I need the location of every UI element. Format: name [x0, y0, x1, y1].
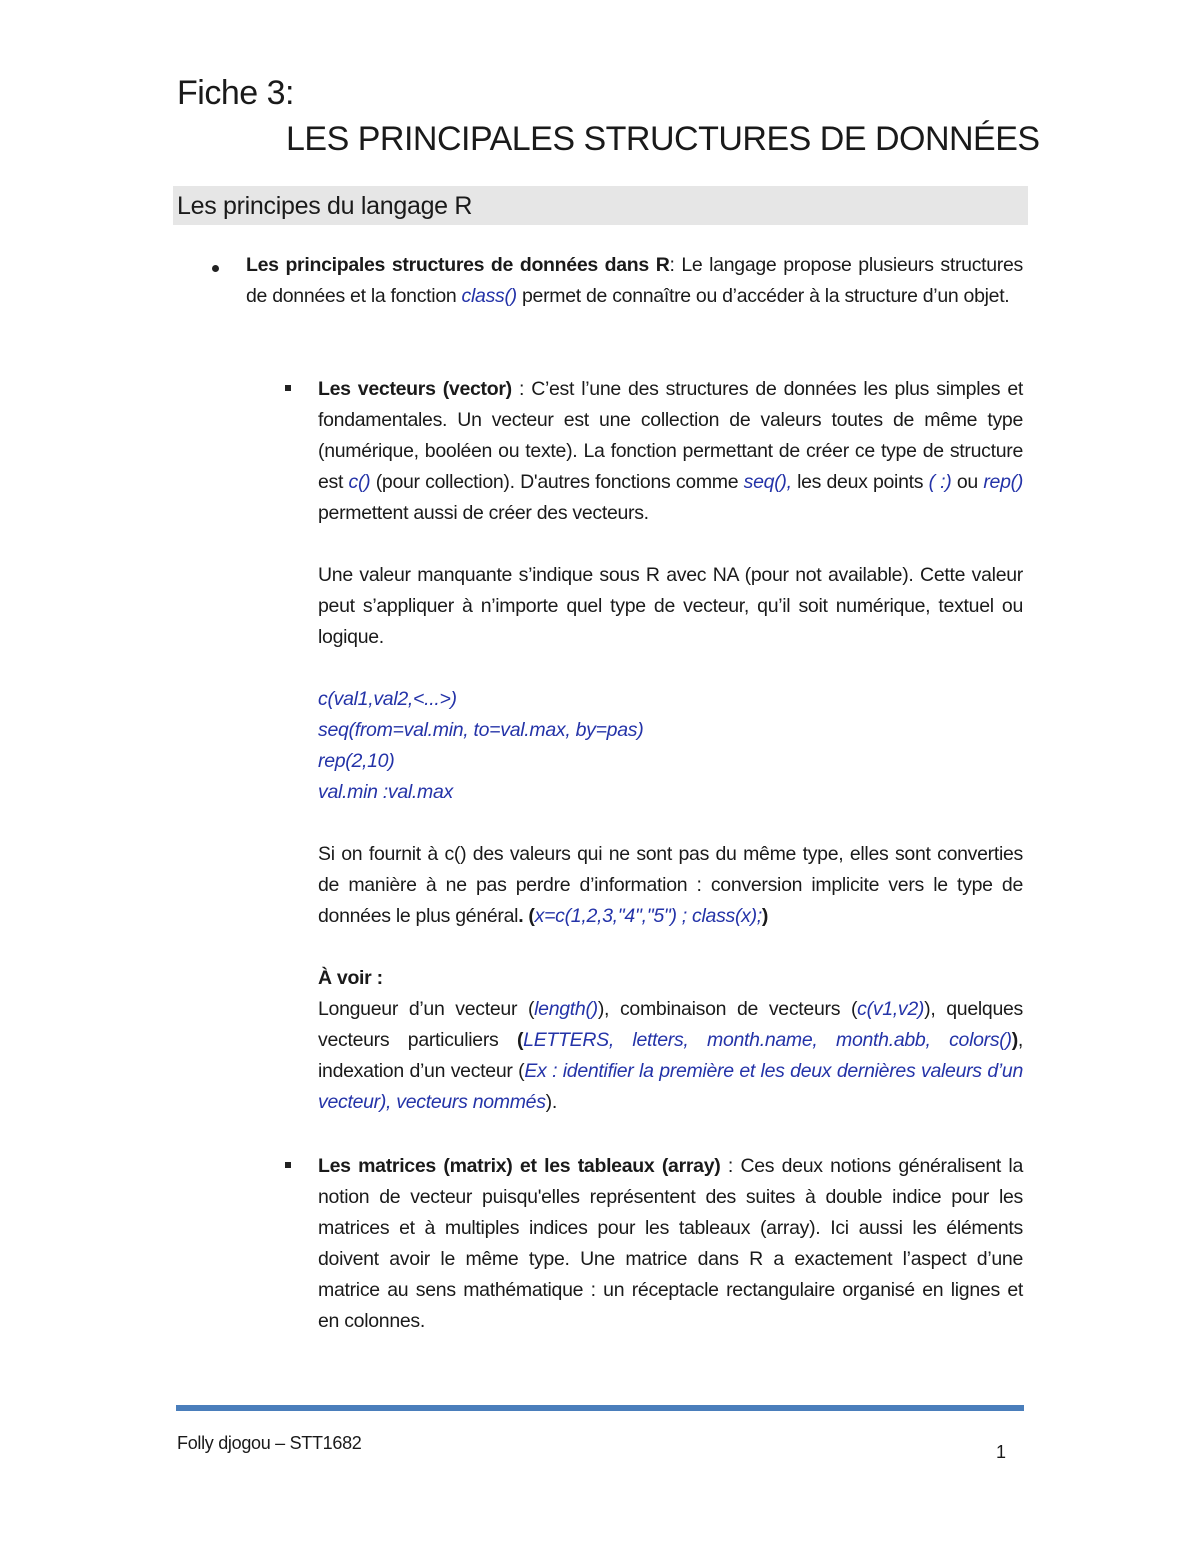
section-title: Les principes du langage R — [177, 192, 473, 220]
voir-text-b: ), combinaison de vecteurs ( — [597, 998, 858, 1020]
code-combination: c(v1,v2) — [857, 998, 925, 1020]
section-header-bar — [173, 186, 1028, 225]
page-number: 1 — [996, 1442, 1007, 1462]
vectors-bold-label: Les vecteurs (vector) — [318, 378, 512, 400]
bullet-square-icon — [285, 1162, 291, 1168]
vectors-text-b: (pour collection). D'autres fonctions comme — [370, 471, 744, 493]
code-line: rep(2,10) — [318, 750, 395, 772]
code-rep: rep() — [983, 471, 1024, 493]
conversion-bold-close: ) — [761, 905, 769, 927]
code-example-indexing: Ex : identifier la première et les deux dernières valeurs d’un vecteur), vecteurs nommés — [318, 1060, 1023, 1113]
voir-text-d: , indexation d’un vecteur ( — [318, 1029, 1024, 1082]
footer-author: Folly djogou – STT1682 — [177, 1433, 362, 1453]
document-title-line2: LES PRINCIPALES STRUCTURES DE DONNÉES — [286, 120, 1040, 158]
code-special-vectors: LETTERS, letters, month.name, month.abb, colors() — [523, 1029, 1012, 1051]
bullet-square-icon — [285, 385, 291, 391]
intro-bold-label: Les principales structures de données dans R — [246, 254, 670, 276]
vectors-section — [318, 374, 1023, 1118]
vectors-text-e: permettent aussi de créer des vecteurs. — [318, 502, 649, 524]
voir-text-e: ). — [545, 1091, 557, 1113]
code-seq: seq(), — [743, 471, 792, 493]
intro-text-b: permet de connaître ou d’accéder à la structure d’un objet. — [516, 285, 1010, 307]
matrices-text: : Ces deux notions généralisent la notion de vecteur puisqu'elles représentent des suites à double indice pour les matrices et à multiples indices pour les tableaux (array). Ici aussi les éléments doivent avoir le même type. Une matrice dans R a exactement l’aspect d’une matrice au sens mathématique : un réceptacle rectangulaire organisé en lignes et en colonnes. — [318, 1155, 1024, 1332]
matrices-section — [318, 1151, 1023, 1337]
conversion-paragraph — [318, 839, 1023, 932]
vectors-text-d: ou — [951, 471, 984, 493]
matrices-paragraph — [318, 1151, 1023, 1337]
conversion-text: Si on fournit à c() des valeurs qui ne sont pas du même type, elles sont converties de manière à ne pas perdre d’information : conversion implicite vers le type de données le plus général — [318, 843, 1023, 927]
code-examples — [318, 684, 1023, 808]
voir-heading: À voir : — [318, 967, 383, 989]
conversion-bold-open: . ( — [518, 905, 535, 927]
code-colon: ( :) — [928, 471, 952, 493]
na-paragraph: Une valeur manquante s’indique sous R avec NA (pour not available). Cette valeur peut s’appliquer à n’importe quel type de vecteur, qu’il soit numérique, textuel ou logique. — [318, 564, 1023, 648]
code-length: length() — [534, 998, 598, 1020]
vectors-text-c: les deux points — [791, 471, 929, 493]
code-c: c() — [348, 471, 371, 493]
code-line: val.min :val.max — [318, 781, 453, 803]
code-line: seq(from=val.min, to=val.max, by=pas) — [318, 719, 644, 741]
document-title-line1: Fiche 3: — [177, 74, 294, 112]
matrices-bold-label: Les matrices (matrix) et les tableaux (array) — [318, 1155, 721, 1177]
voir-bold-open: ( — [516, 1029, 524, 1051]
code-line: c(val1,val2,<...>) — [318, 688, 457, 710]
footer-rule — [176, 1405, 1024, 1411]
voir-text-c: ), quelques vecteurs particuliers — [318, 998, 1023, 1051]
voir-paragraph — [318, 994, 1023, 1118]
intro-text-a: : Le langage propose plusieurs structures de données et la fonction — [246, 254, 1023, 307]
code-conversion: x=c(1,2,3,"4","5") ; class(x); — [534, 905, 762, 927]
vectors-paragraph — [318, 374, 1023, 529]
voir-bold-close: ) — [1011, 1029, 1018, 1051]
intro-paragraph — [246, 250, 1023, 312]
voir-text-a: Longueur d’un vecteur ( — [318, 998, 535, 1020]
bullet-dot-icon — [212, 265, 219, 272]
code-class: class() — [461, 285, 517, 307]
vectors-text-a: : C’est l’une des structures de données les plus simples et fondamentales. Un vecteur est une collection de valeurs toutes de même type (numérique, booléen ou texte). La fonction permettant de créer ce type de structure est — [318, 378, 1023, 493]
